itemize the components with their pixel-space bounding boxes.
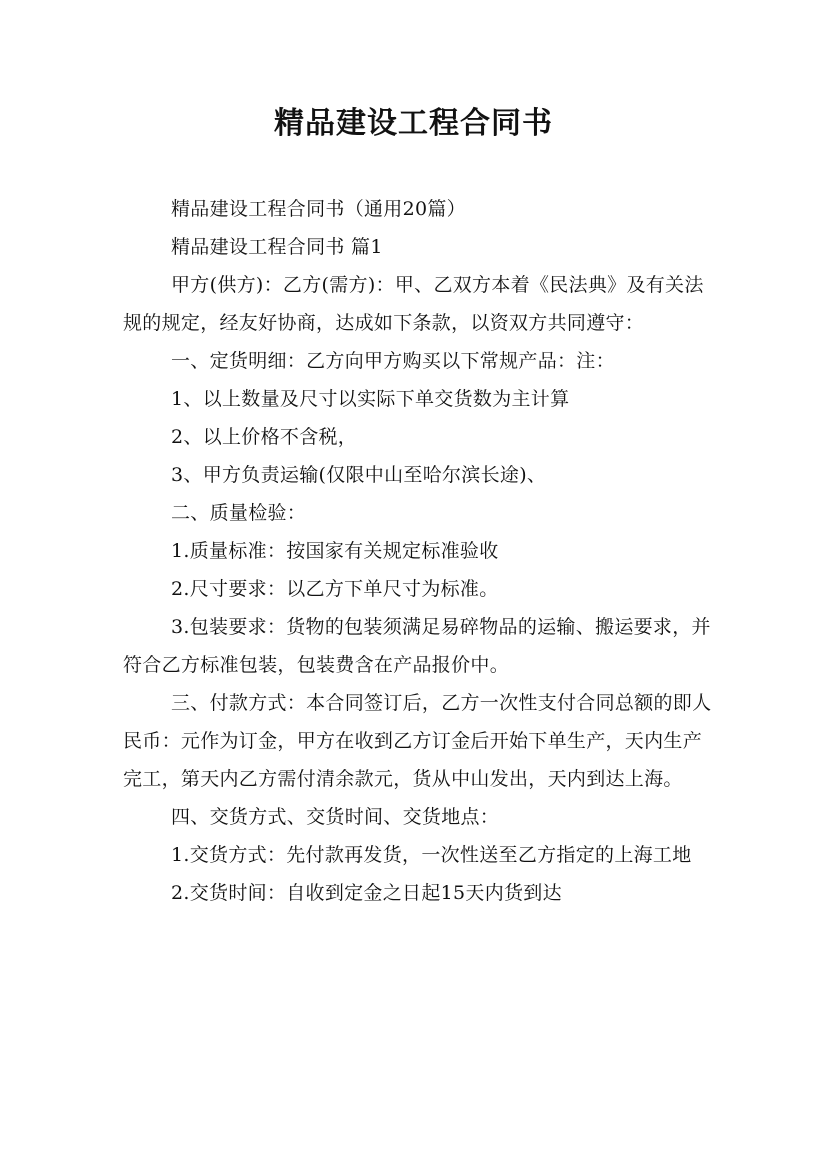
paragraph-quality-standard: 1.质量标准：按国家有关规定标准验收 [171, 540, 499, 562]
paragraph-note-2: 2、以上价格不含税， [171, 426, 358, 448]
paragraph-section-heading: 精品建设工程合同书 篇1 [171, 236, 383, 258]
paragraph-delivery-method: 1.交货方式：先付款再发货，一次性送至乙方指定的上海工地 [171, 844, 692, 866]
paragraph-note-3: 3、甲方负责运输(仅限中山至哈尔滨长途)、 [171, 464, 547, 486]
document-body [123, 190, 713, 912]
paragraph-payment: 三、付款方式：本合同签订后，乙方一次性支付合同总额的即人民币：元作为订金，甲方在收到乙方订金后开始下单生产，天内生产完工，第天内乙方需付清余款元，货从中山发出，天内到达上海。 [123, 692, 712, 790]
paragraph-note-1: 1、以上数量及尺寸以实际下单交货数为主计算 [171, 388, 570, 410]
paragraph-quality-heading: 二、质量检验： [171, 502, 307, 524]
paragraph-order-details: 一、定货明细：乙方向甲方购买以下常规产品：注： [171, 350, 615, 372]
paragraph-size-requirement: 2.尺寸要求：以乙方下单尺寸为标准。 [171, 578, 499, 600]
paragraph-packaging: 3.包装要求：货物的包装须满足易碎物品的运输、搬运要求，并符合乙方标准包装，包装费含在产品报价中。 [123, 616, 711, 676]
document-title: 精品建设工程合同书 [274, 106, 553, 141]
paragraph-doc-subtitle: 精品建设工程合同书（通用20篇） [171, 198, 466, 220]
paragraph-delivery-time: 2.交货时间：自收到定金之日起15天内货到达 [171, 882, 562, 904]
paragraph-parties: 甲方(供方)：乙方(需方)：甲、乙双方本着《民法典》及有关法规的规定，经友好协商，达成如下条款，以资双方共同遵守： [123, 274, 704, 334]
paragraph-delivery-heading: 四、交货方式、交货时间、交货地点： [171, 806, 500, 828]
